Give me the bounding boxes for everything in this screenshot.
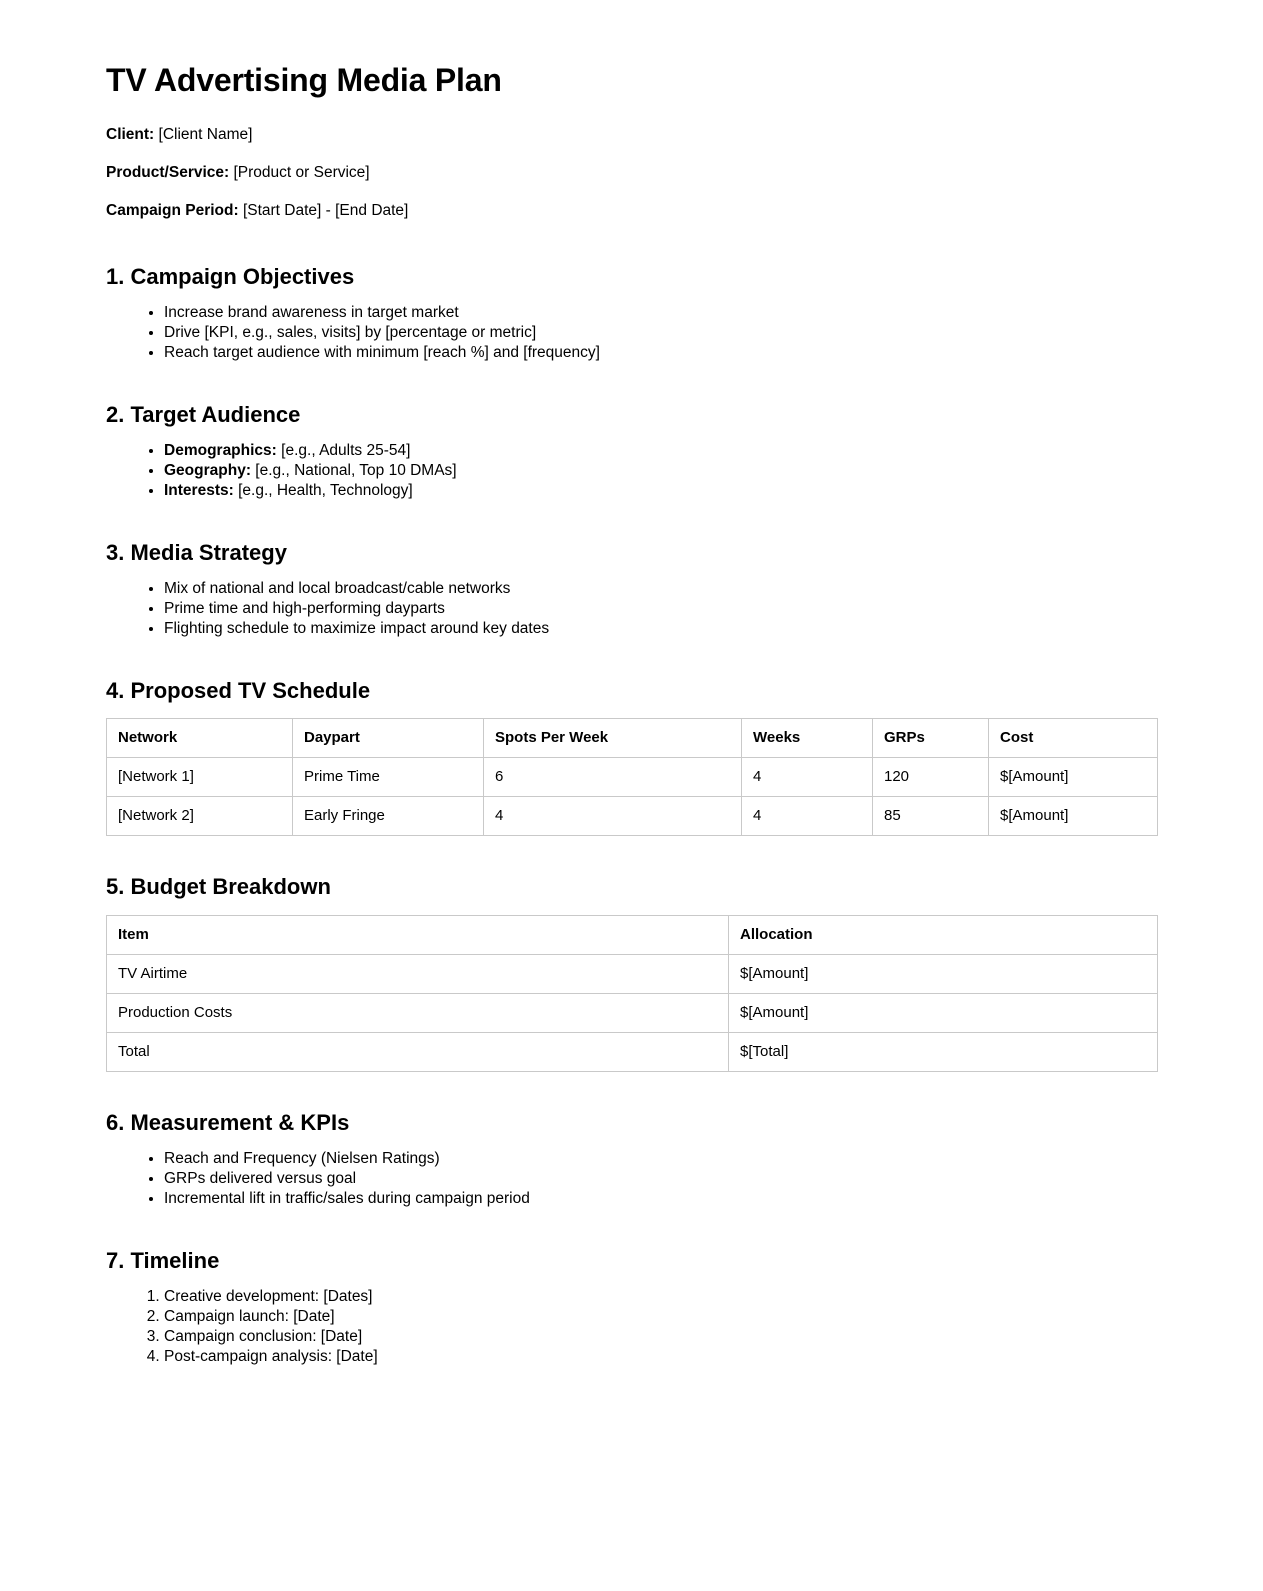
list-item (164, 462, 1157, 482)
list-item: 1. Creative development: [Dates] (164, 1288, 1157, 1308)
table-header-row (107, 719, 1158, 758)
list-item: 4. Post-campaign analysis: [Date] (164, 1348, 1157, 1368)
meta-product-label: Product/Service: (106, 163, 230, 181)
list-item-label: Demographics: (164, 442, 277, 460)
table-row (107, 993, 1158, 1032)
meta-client-label: Client: (106, 125, 155, 143)
measurement-kpis-list (106, 1150, 1157, 1210)
cell-weeks: 4 (742, 797, 873, 836)
list-item (164, 482, 1157, 502)
column-header-weeks: Weeks (742, 719, 873, 758)
list-item: • Increase brand awareness in target market (164, 304, 1157, 324)
section-heading-proposed-tv-schedule: 4. Proposed TV Schedule (106, 677, 371, 703)
list-item: • Mix of national and local broadcast/cable networks (164, 580, 1157, 600)
column-header-network: Network (107, 719, 293, 758)
column-header-daypart: Daypart (293, 719, 484, 758)
cell-allocation: $[Total] (729, 1032, 1158, 1071)
meta-product-value: [Product or Service] (233, 163, 370, 181)
cell-cost: $[Amount] (989, 758, 1158, 797)
list-item: • Prime time and high-performing dayparts (164, 600, 1157, 620)
table-row (107, 1032, 1158, 1071)
section-heading-media-strategy: 3. Media Strategy (106, 539, 287, 565)
cell-allocation: $[Amount] (729, 954, 1158, 993)
table-row (107, 758, 1158, 797)
table-header-row (107, 915, 1158, 954)
budget-breakdown-table (106, 915, 1158, 1072)
meta-client (106, 125, 1157, 146)
table-row (107, 797, 1158, 836)
campaign-objectives-list (106, 304, 1157, 364)
cell-item: Total (107, 1032, 729, 1071)
cell-spots-per-week: 4 (484, 797, 742, 836)
section-heading-timeline: 7. Timeline (106, 1247, 220, 1273)
section-heading-budget-breakdown: 5. Budget Breakdown (106, 874, 331, 900)
table-row (107, 954, 1158, 993)
meta-client-value: [Client Name] (158, 125, 253, 143)
list-item: • Drive [KPI, e.g., sales, visits] by [percentage or metric] (164, 324, 1157, 344)
section-heading-campaign-objectives: 1. Campaign Objectives (106, 263, 355, 289)
cell-network: [Network 2] (107, 797, 293, 836)
proposed-tv-schedule-table (106, 718, 1158, 836)
list-item: 3. Campaign conclusion: [Date] (164, 1328, 1157, 1348)
list-item: • GRPs delivered versus goal (164, 1170, 1157, 1190)
meta-campaign-period (106, 201, 1157, 222)
cell-spots-per-week: 6 (484, 758, 742, 797)
list-item (164, 442, 1157, 462)
timeline-list (106, 1288, 1157, 1368)
meta-product (106, 163, 1157, 184)
cell-grps: 85 (873, 797, 989, 836)
list-item-label: Geography: (164, 461, 251, 479)
target-audience-list (106, 442, 1157, 502)
list-item: 2. Campaign launch: [Date] (164, 1308, 1157, 1328)
cell-daypart: Early Fringe (293, 797, 484, 836)
column-header-spots-per-week: Spots Per Week (484, 719, 742, 758)
cell-item: TV Airtime (107, 954, 729, 993)
column-header-grps: GRPs (873, 719, 989, 758)
list-item: • Flighting schedule to maximize impact around key dates (164, 620, 1157, 640)
column-header-item: Item (107, 915, 729, 954)
meta-campaign-period-label: Campaign Period: (106, 201, 239, 219)
cell-weeks: 4 (742, 758, 873, 797)
list-item: • Reach target audience with minimum [reach %] and [frequency] (164, 344, 1157, 364)
list-item: • Incremental lift in traffic/sales during campaign period (164, 1190, 1157, 1210)
list-item-label: Interests: (164, 481, 234, 499)
page-title: TV Advertising Media Plan (106, 62, 502, 98)
cell-network: [Network 1] (107, 758, 293, 797)
section-heading-measurement-kpis: 6. Measurement & KPIs (106, 1109, 350, 1135)
list-item: • Reach and Frequency (Nielsen Ratings) (164, 1150, 1157, 1170)
column-header-cost: Cost (989, 719, 1158, 758)
cell-grps: 120 (873, 758, 989, 797)
cell-daypart: Prime Time (293, 758, 484, 797)
cell-cost: $[Amount] (989, 797, 1158, 836)
meta-campaign-period-value: [Start Date] - [End Date] (242, 201, 409, 219)
cell-item: Production Costs (107, 993, 729, 1032)
column-header-allocation: Allocation (729, 915, 1158, 954)
list-item-value: [e.g., National, Top 10 DMAs] (255, 461, 457, 479)
media-strategy-list (106, 580, 1157, 640)
cell-allocation: $[Amount] (729, 993, 1158, 1032)
list-item-value: [e.g., Health, Technology] (238, 481, 413, 499)
section-heading-target-audience: 2. Target Audience (106, 401, 301, 427)
list-item-value: [e.g., Adults 25-54] (281, 442, 411, 460)
